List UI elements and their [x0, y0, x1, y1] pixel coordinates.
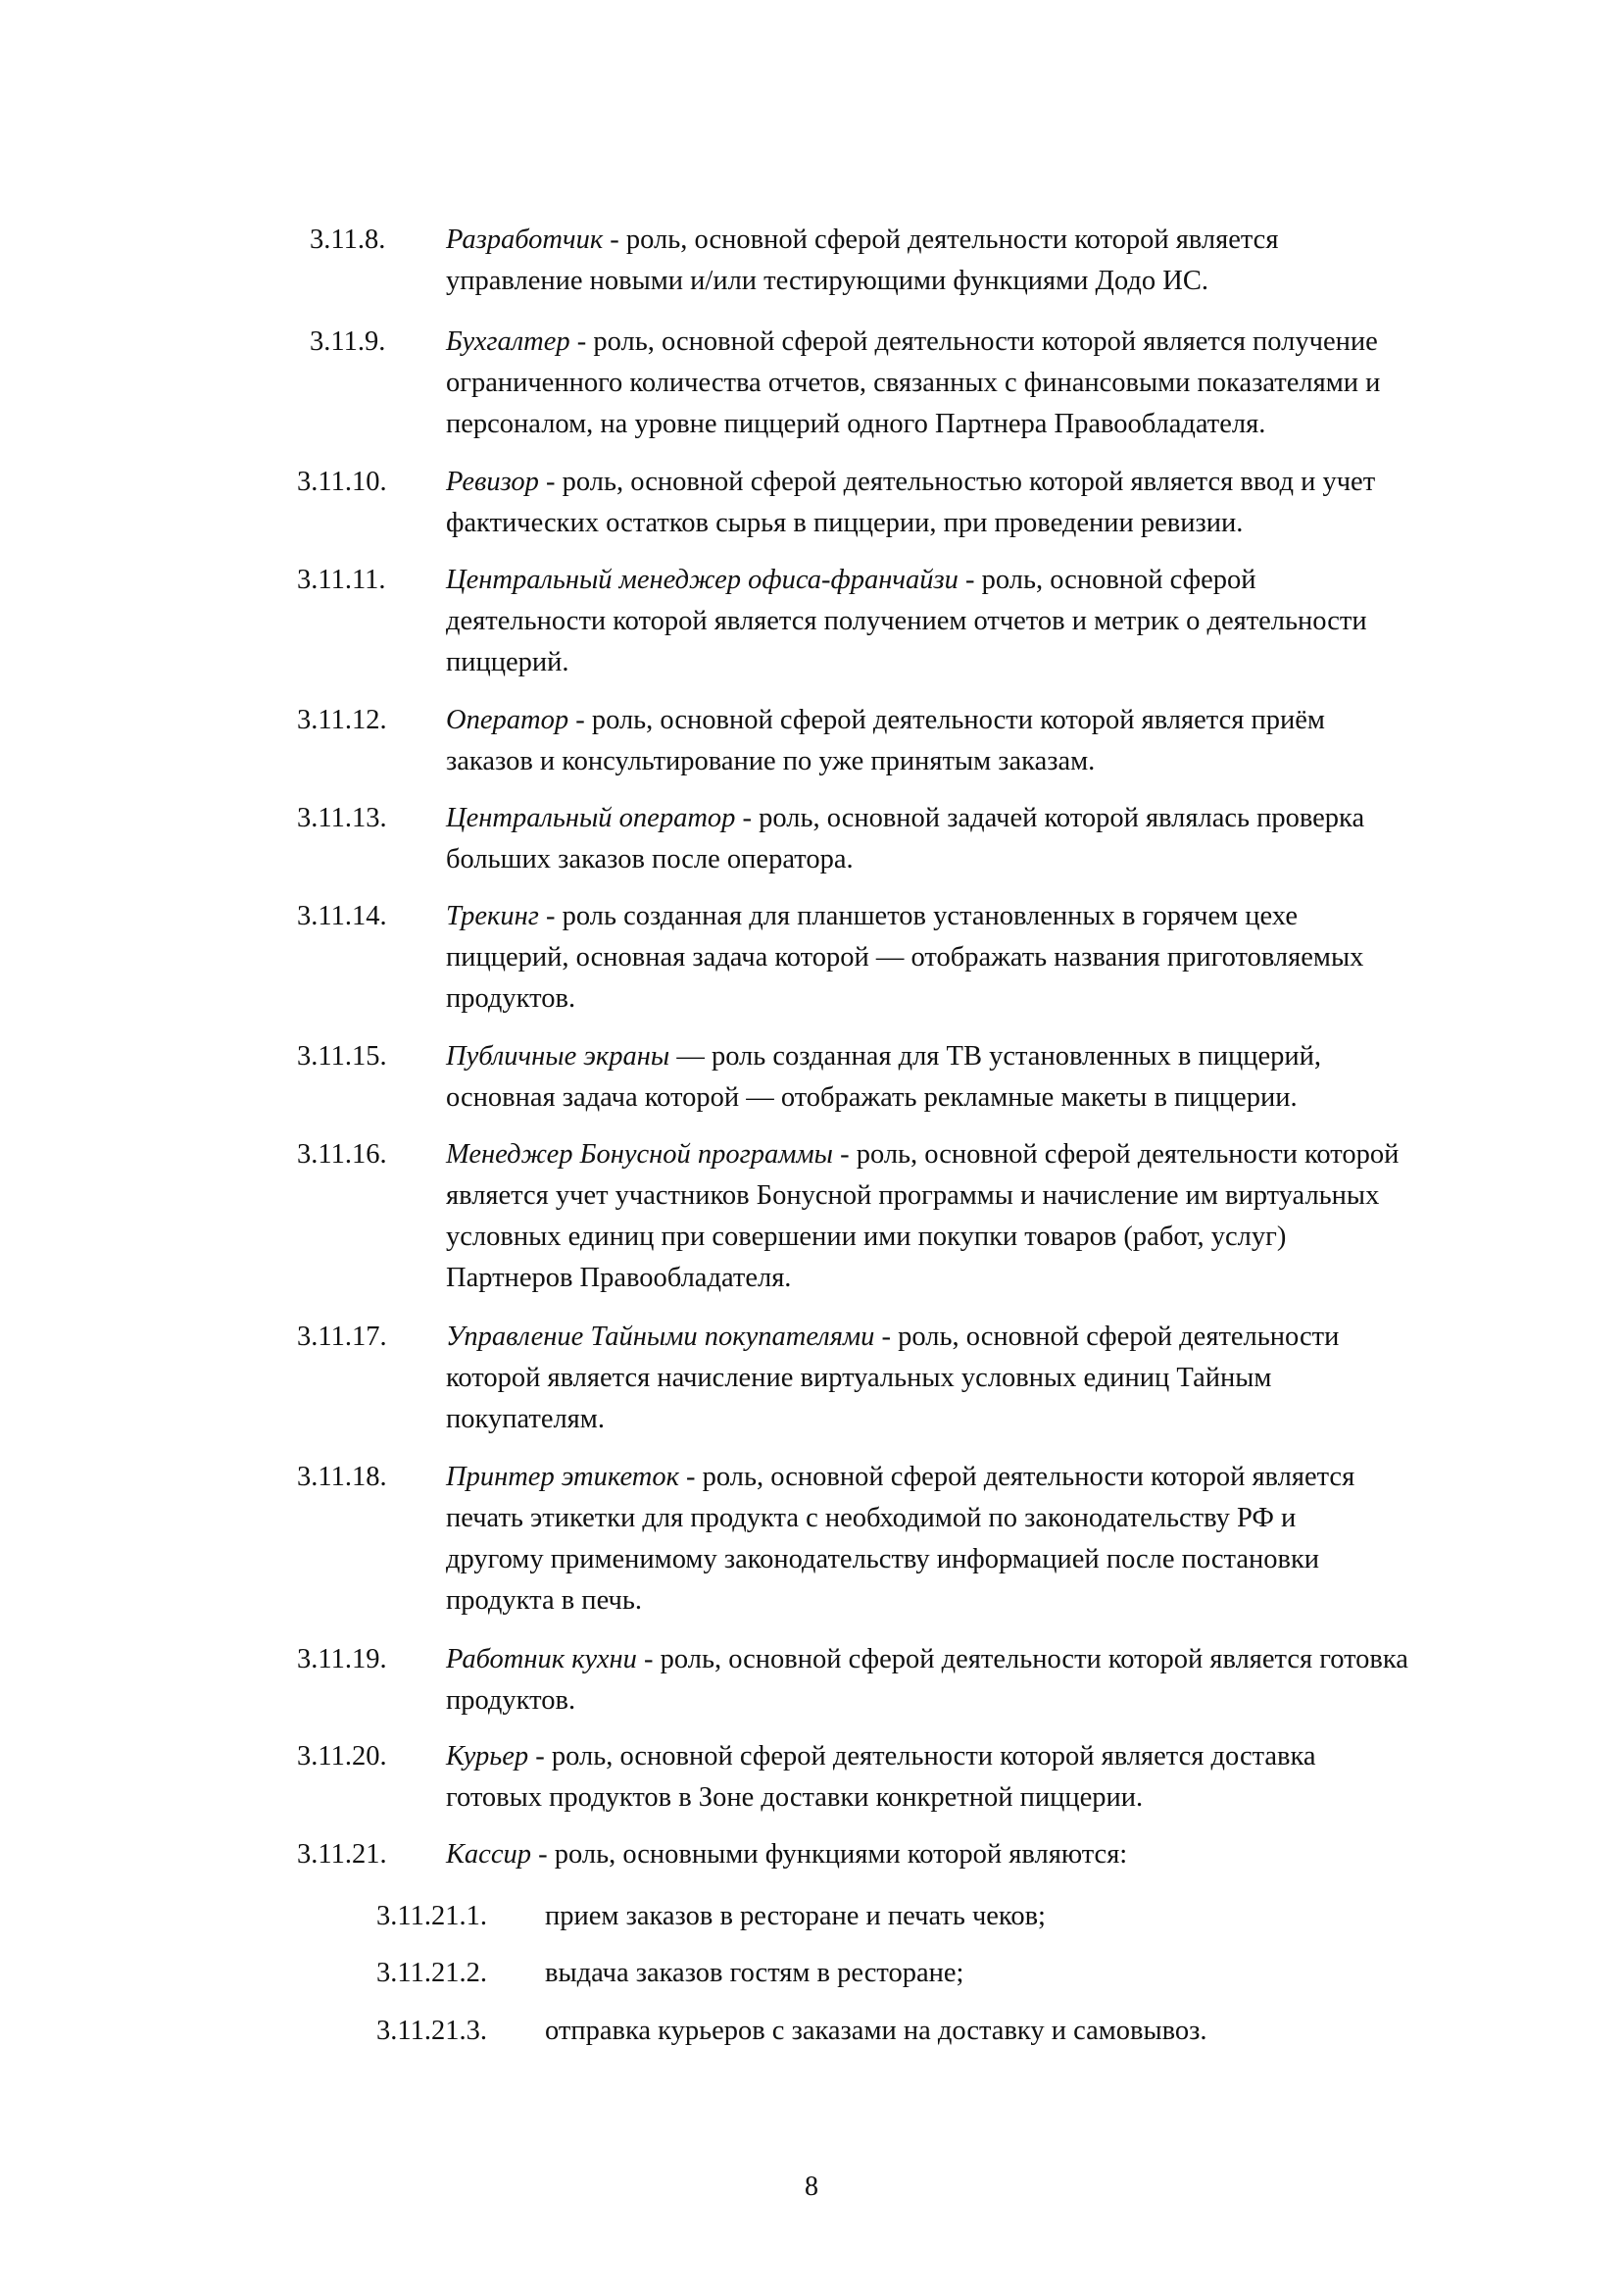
- item-line: - роль, основной сферой деятельности: [874, 1322, 1340, 1352]
- list-item: [0, 1134, 1623, 1299]
- item-line: - роль, основной сферой деятельностью которой является ввод и учет: [538, 467, 1376, 497]
- item-line: пиццерий.: [446, 647, 569, 677]
- item-line: - роль, основной сферой деятельности которой является приём: [568, 705, 1325, 735]
- list-item: [0, 1834, 1623, 1875]
- sub-list-item: [0, 1953, 1623, 1994]
- subitem-number: 3.11.21.2.: [376, 1958, 487, 1988]
- item-term: Принтер этикеток: [446, 1462, 679, 1492]
- item-term: Курьер: [446, 1741, 529, 1772]
- item-text: [446, 560, 1504, 683]
- item-text: [446, 322, 1504, 445]
- item-text: [446, 1639, 1504, 1722]
- item-line: условных единиц при совершении ими покупки товаров (работ, услуг): [446, 1222, 1287, 1252]
- item-term: Кассир: [446, 1839, 531, 1870]
- item-line: - роль созданная для планшетов установленных в горячем цехе: [538, 901, 1298, 931]
- subitem-number: 3.11.21.3.: [376, 2016, 487, 2046]
- item-number: 3.11.21.: [297, 1839, 387, 1870]
- list-item: [0, 220, 1623, 302]
- item-line: продуктов.: [446, 1685, 576, 1716]
- page-number: 8: [805, 2171, 818, 2202]
- item-number: 3.11.11.: [297, 565, 386, 595]
- list-item: [0, 560, 1623, 683]
- subitem-text: прием заказов в ресторане и печать чеков;: [545, 1901, 1046, 1931]
- item-text: [446, 1317, 1504, 1440]
- item-line: продукта в печь.: [446, 1585, 642, 1616]
- item-term: Управление Тайными покупателями: [446, 1322, 875, 1352]
- item-text: [446, 700, 1504, 782]
- item-number: 3.11.13.: [297, 803, 387, 833]
- item-line: - роль, основной сферой: [958, 565, 1256, 595]
- item-term: Бухгалтер: [446, 326, 570, 357]
- item-line: - роль, основной сферой деятельности которой является: [678, 1462, 1355, 1492]
- item-term: Менеджер Бонусной программы: [446, 1139, 833, 1170]
- item-term: Ревизор: [446, 467, 539, 497]
- list-item: [0, 1736, 1623, 1819]
- item-number: 3.11.16.: [297, 1139, 387, 1170]
- item-number: 3.11.15.: [297, 1041, 387, 1072]
- item-line: фактических остатков сырья в пиццерии, при проведении ревизии.: [446, 508, 1244, 538]
- item-number: 3.11.9.: [310, 326, 386, 357]
- item-term: Публичные экраны: [446, 1041, 670, 1072]
- item-term: Трекинг: [446, 901, 539, 931]
- item-line: основная задача которой — отображать рекламные макеты в пиццерии.: [446, 1082, 1298, 1113]
- item-text: [446, 1834, 1504, 1875]
- list-item: [0, 1639, 1623, 1722]
- item-term: Работник кухни: [446, 1644, 637, 1674]
- item-line: управление новыми и/или тестирующими функциями Додо ИС.: [446, 266, 1208, 296]
- item-number: 3.11.17.: [297, 1322, 387, 1352]
- item-number: 3.11.8.: [310, 225, 386, 255]
- item-number: 3.11.18.: [297, 1462, 387, 1492]
- item-term: Центральный менеджер офиса-франчайзи: [446, 565, 959, 595]
- item-line: - роль, основной сферой деятельности которой является: [603, 225, 1279, 255]
- list-item: [0, 1036, 1623, 1119]
- item-text: [446, 896, 1504, 1020]
- item-line: заказов и консультирование по уже принятым заказам.: [446, 746, 1096, 776]
- item-line: деятельности которой является получением отчетов и метрик о деятельности: [446, 606, 1367, 636]
- list-item: [0, 798, 1623, 880]
- item-line: - роль, основной сферой деятельности которой является доставка: [528, 1741, 1316, 1772]
- item-line: другому применимому законодательству информацией после постановки: [446, 1544, 1320, 1574]
- item-text: [446, 1036, 1504, 1119]
- item-line: - роль, основной сферой деятельности которой является готовка: [636, 1644, 1408, 1674]
- item-line: печать этикетки для продукта с необходимой по законодательству РФ и: [446, 1503, 1297, 1533]
- item-number: 3.11.14.: [297, 901, 387, 931]
- item-text: [446, 1736, 1504, 1819]
- list-item: [0, 896, 1623, 1020]
- item-term: Оператор: [446, 705, 569, 735]
- item-line: - роль, основной задачей которой являлась проверка: [735, 803, 1365, 833]
- subitem-text: выдача заказов гостям в ресторане;: [545, 1958, 964, 1988]
- item-line: является учет участников Бонусной программы и начисление им виртуальных: [446, 1180, 1380, 1211]
- item-line: пиццерий, основная задача которой — отображать названия приготовляемых: [446, 942, 1364, 973]
- list-item: [0, 462, 1623, 544]
- item-text: [446, 462, 1504, 544]
- item-line: — роль созданная для ТВ установленных в пиццерий,: [669, 1041, 1322, 1072]
- sub-list-item: [0, 1896, 1623, 1937]
- subitem-text: отправка курьеров с заказами на доставку и самовывоз.: [545, 2016, 1207, 2046]
- item-line: - роль, основными функциями которой являются:: [530, 1839, 1128, 1870]
- item-number: 3.11.20.: [297, 1741, 387, 1772]
- list-item: [0, 1457, 1623, 1622]
- list-item: [0, 322, 1623, 445]
- item-line: больших заказов после оператора.: [446, 844, 854, 874]
- item-term: Центральный оператор: [446, 803, 736, 833]
- item-line: Партнеров Правообладателя.: [446, 1263, 792, 1293]
- item-number: 3.11.19.: [297, 1644, 387, 1674]
- item-line: продуктов.: [446, 983, 576, 1014]
- item-text: [446, 798, 1504, 880]
- sub-list-item: [0, 2011, 1623, 2052]
- item-term: Разработчик: [446, 225, 604, 255]
- subitem-number: 3.11.21.1.: [376, 1901, 487, 1931]
- item-line: ограниченного количества отчетов, связанных с финансовыми показателями и: [446, 368, 1381, 398]
- item-number: 3.11.12.: [297, 705, 387, 735]
- item-text: [446, 1457, 1504, 1622]
- list-item: [0, 1317, 1623, 1440]
- item-text: [446, 220, 1504, 302]
- item-line: готовых продуктов в Зоне доставки конкретной пиццерии.: [446, 1782, 1144, 1813]
- item-line: - роль, основной сферой деятельности которой является получение: [569, 326, 1378, 357]
- item-text: [446, 1134, 1504, 1299]
- item-line: персоналом, на уровне пиццерий одного Партнера Правообладателя.: [446, 409, 1266, 439]
- item-line: - роль, основной сферой деятельности которой: [832, 1139, 1400, 1170]
- item-number: 3.11.10.: [297, 467, 387, 497]
- item-line: покупателям.: [446, 1404, 605, 1434]
- item-line: которой является начисление виртуальных условных единиц Тайным: [446, 1363, 1272, 1393]
- list-item: [0, 700, 1623, 782]
